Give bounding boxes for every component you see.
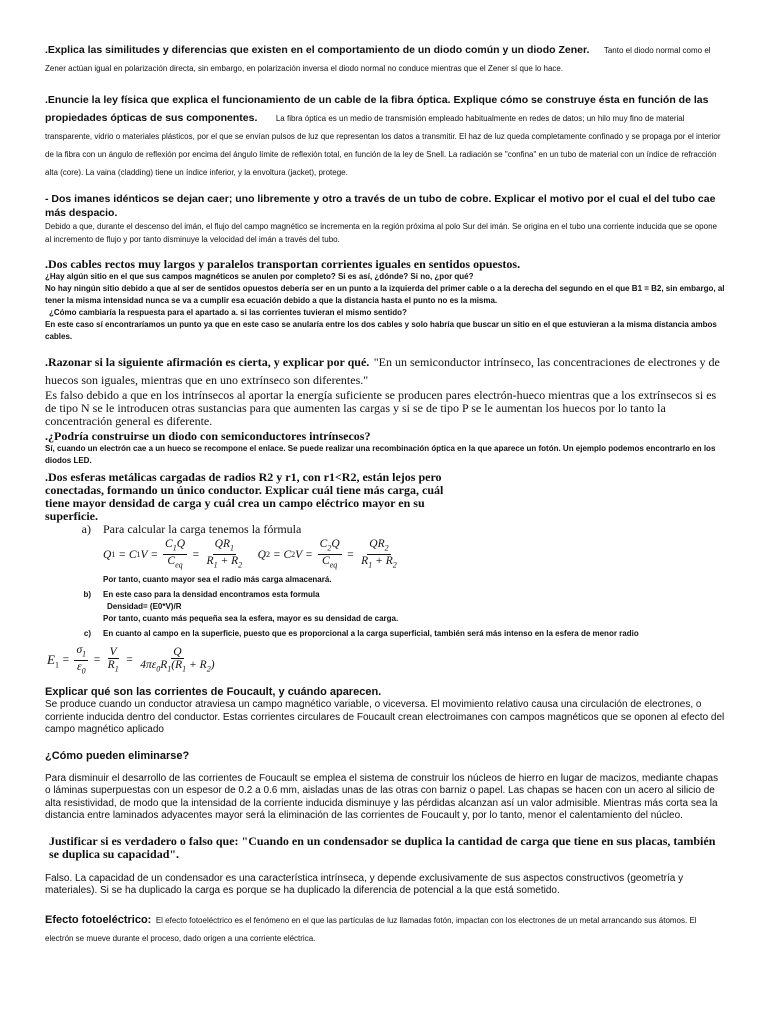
section-cables-paralelos xyxy=(45,258,725,343)
item-b xyxy=(45,589,725,601)
item-b-text: En este caso para la densidad encontramos esta formula xyxy=(103,589,320,599)
formula-carga: Q 1 = C 1 V = $\frac{C_1Q}{C_{eq}}$ = $\frac{QR_1}{R_1 + R_2}$ Q 2 = C 2 V = $\frac{C_2Q}{C_{eq}}$ = $\frac{QR_2}{R_1 + R_2}$ xyxy=(103,538,397,570)
subquestion-anulan: ¿Hay algún sitio en el que sus campos magnéticos se anulen por completo? Si es así, ¿dónde? Si no, ¿por qué? xyxy=(45,272,474,281)
section-fibra-optica xyxy=(45,90,725,180)
item-a-note: Por tanto, cuanto mayor sea el radio más carga almacenará. xyxy=(103,574,332,584)
answer-fotoelectrico: El efecto fotoeléctrico es el fenómeno en el que las partículas de luz llamadas fotón, impactan con los electrones de un metal arrancando sus átomos. El electrón se mueve durante el proceso, dado origen a una corriente eléctrica. xyxy=(45,915,697,943)
document-page xyxy=(45,40,725,946)
question-imanes: - Dos imanes idénticos se dejan caer; uno libremente y otro a través de un tubo de cobre. Explicar el motivo por el cual el del tubo cae más despacio. xyxy=(45,193,716,219)
answer-mismo-sentido: En este caso sí encontraríamos un punto ya que en este caso se anularía entre los dos cables y solo habría que buscar un sitio en el que estuvieran a la misma distancia ambos cables. xyxy=(45,320,717,341)
question-semiconductor: .Razonar si la siguiente afirmación es cierta, y explicar por qué. xyxy=(45,355,370,369)
question-fibra-optica: .Enuncie la ley física que explica el funcionamiento de un cable de la fibra óptica. Explique cómo se construye ésta en función de las propiedades ópticas de sus componentes. xyxy=(45,94,709,124)
title-foucault: Explicar qué son las corrientes de Foucault, y cuándo aparecen. xyxy=(45,686,382,699)
item-c xyxy=(45,628,725,640)
section-eliminar xyxy=(45,749,725,823)
answer-condensador: Falso. La capacidad de un condensador es una característica intrínseca, y depende exclusivamente de sus aspectos constructivos (geometría y materiales). Si se ha duplicado la carga es porque se ha duplicado la diferencia de potencial a la que está sometido. xyxy=(45,872,684,897)
title-eliminar: ¿Cómo pueden eliminarse? xyxy=(45,749,190,762)
section-imanes xyxy=(45,192,725,246)
item-c-text: En cuanto al campo en la superficie, puesto que es proporcional a la carga superficial, también será más intenso en la esfera de menor radio xyxy=(103,628,639,638)
section-diodo-zener xyxy=(45,40,725,76)
item-b-label: b) xyxy=(83,589,91,599)
answer-eliminar: Para disminuir el desarrollo de las corrientes de Foucault se emplea el sistema de construir los núcleos de hierro en lugar de macizos, mediante chapas o láminas superpuestas con un espesor de 0.2 a 0.6 mm, aisladas unas de las otras con barniz o papel. Las chapas se hacen con un acero al silicio de alta resistividad, de modo que la intensidad de la corriente inducida disminuye y las pérdidas alcanzan así un valor admisible. Mientras más corta sea la distancia entre laminados adyacentes mayor será la eliminación de las corrientes de Foucault y, por lo tanto, menor el calentamiento del núcleo. xyxy=(45,772,719,822)
item-a-text: Para calcular la carga tenemos la fórmula xyxy=(103,522,302,536)
section-fotoelectrico xyxy=(45,910,725,946)
section-foucault xyxy=(45,685,725,737)
section-condensador xyxy=(45,835,725,898)
answer-imanes: Debido a que, durante el descenso del imán, el flujo del campo magnético se incrementa en la región próxima al polo Sur del imán. Se origina en el tubo una corriente inducida que se opone al incremento de flujo y por tanto disminuye la velocidad del imán a través del tubo. xyxy=(45,222,717,244)
formula-campo: $E_1$ = $\frac{\sigma_1}{\varepsilon_0}$ = $\frac{V}{R_1}$ = $\frac{Q}{4\pi\varepsilon_0R_1(R_1 + R_2)}$ xyxy=(47,643,215,676)
quote-semiconductor: "En un semiconductor intrínseco, las concentraciones de electrones y de huecos son iguales, mientras que en uno extrínseco son diferentes." xyxy=(45,355,720,387)
answer-anulan: No hay ningún sitio debido a que al ser de sentidos opuestos debería ser en un punto a la izquierda del primer cable o a la derecha del segundo en el que B1 = B2, sin embargo, al tener la misma intensidad nunca se va a cumplir esa ecuación debido a que la distancia hasta el punto no es la misma. xyxy=(45,284,725,305)
item-a xyxy=(45,523,725,536)
answer-fibra-optica: La fibra óptica es un medio de transmisión empleado habitualmente en redes de datos; un hilo muy fino de material transparente, vidrio o materiales plásticos, por el que se envían pulsos de luz que representan los datos a transmitir. El haz de luz queda completamente confinado y se propaga por el interior de la fibra con un ángulo de reflexión por encima del ángulo límite de reflexión total, en función de la ley de Snell. La radiación se "confina" en un tubo de material con un índice de refracción alta (core). La vaina (cladding) tiene un índice inferior, y la envoltura (jacket), protege. xyxy=(45,114,721,177)
item-b-formula: Densidad= (E0*V)/R xyxy=(107,601,182,611)
question-condensador: Justificar si es verdadero o falso que: "Cuando en un condensador se duplica la cantidad de carga que tiene en sus placas, también se duplica su capacidad". xyxy=(49,833,716,861)
question-cables-paralelos: .Dos cables rectos muy largos y paralelos transportan corrientes iguales en sentidos opuestos. xyxy=(45,257,521,271)
answer-foucault: Se produce cuando un conductor atraviesa un campo magnético variable, o viceversa. El movimiento relativo causa una circulación de electrones, o corriente inducida dentro del conductor. Estas corrientes circulares de Foucault crean electroimanes con campos magnéticos que se oponen al efecto del campo magnético aplicado xyxy=(45,699,725,736)
title-fotoelectrico: Efecto fotoeléctrico: xyxy=(45,913,152,926)
question-esferas: .Dos esferas metálicas cargadas de radios R2 y r1, con r1<R2, están lejos pero conectadas, formando un único conductor. Explicar cuál tiene más carga, cuál tiene mayor densidad de carga y cuál crea un campo eléctrico mayor en su superficie. xyxy=(45,470,444,523)
item-a-label: a) xyxy=(81,522,91,536)
item-b-note: Por tanto, cuanto más pequeña sea la esfera, mayor es su densidad de carga. xyxy=(103,613,399,623)
section-esferas xyxy=(45,471,725,677)
item-c-label: c) xyxy=(83,628,91,638)
question-diodo-zener: .Explica las similitudes y diferencias que existen en el comportamiento de un diodo común y un diodo Zener. xyxy=(45,44,590,56)
subquestion-mismo-sentido: ¿Cómo cambiaría la respuesta para el apartado a. si las corrientes tuvieran el mismo sentido? xyxy=(49,308,407,317)
answer-diodo-intrinseco: Sí, cuando un electrón cae a un hueco se recompone el enlace. Se puede realizar una recombinación óptica en la que aparece un fotón. Un ejemplo podemos encontrarlo en los diodos LED. xyxy=(45,444,716,465)
section-diodo-intrinseco xyxy=(45,430,725,467)
answer-semiconductor: Es falso debido a que en los intrínsecos al aportar la energía suficiente se producen pares electrón-hueco mientras que a los extrínsecos si es de tipo N se le introducen otras sustancias para que aumenten las cargas y si se de tipo P se le aumentan los huecos por lo tanto la concentración general es diferente. xyxy=(45,388,717,428)
answer-diodo-zener: Tanto el diodo normal como el Zener actúan igual en polarización directa, sin embargo, en polarización inversa el diodo normal no conduce mientras que el Zener sí que lo hace. xyxy=(45,46,711,73)
question-diodo-intrinseco: .¿Podría construirse un diodo con semiconductores intrínsecos? xyxy=(45,429,371,443)
section-semiconductor xyxy=(45,353,725,428)
